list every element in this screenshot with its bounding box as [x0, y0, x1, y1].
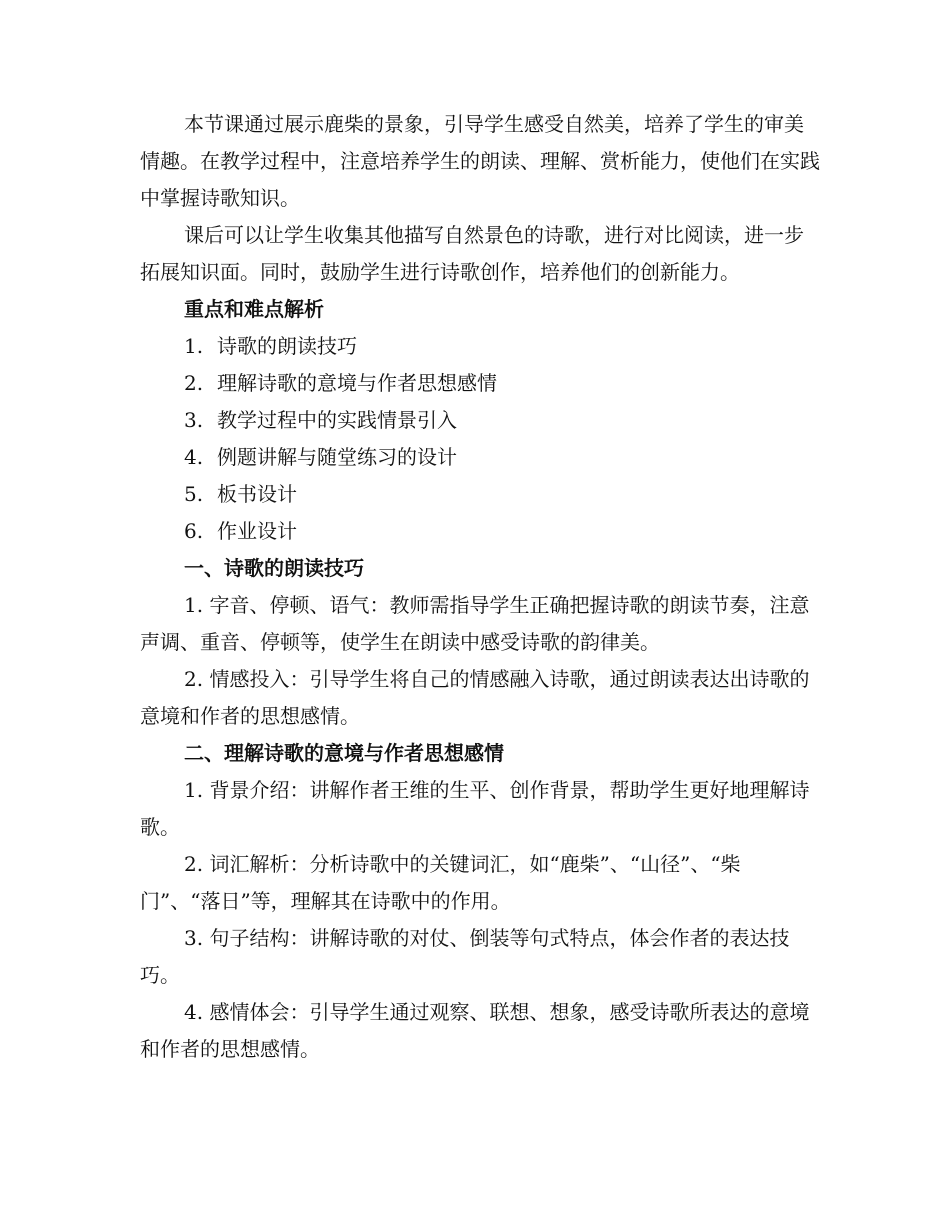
list-item: 3. 教学过程中的实践情景引入 — [184, 408, 457, 432]
list-item: 5. 板书设计 — [184, 482, 297, 506]
section-2-paragraph-3: 3. 句子结构：讲解诗歌的对仗、倒装等句式特点，体会作者的表达技巧。 — [140, 926, 790, 987]
intro-paragraph-2: 课后可以让学生收集其他描写自然景色的诗歌，进行对比阅读，进一步拓展知识面。同时，鼓励学生进行诗歌创作，培养他们的创新能力。 — [140, 223, 804, 284]
list-item: 4. 例题讲解与随堂练习的设计 — [184, 445, 457, 469]
section-1-paragraph-1: 1. 字音、停顿、语气：教师需指导学生正确把握诗歌的朗读节奏，注意声调、重音、停顿等，使学生在朗读中感受诗歌的韵律美。 — [140, 593, 810, 654]
document-page — [140, 106, 820, 1068]
section-1-paragraph-2: 2. 情感投入：引导学生将自己的情感融入诗歌，通过朗读表达出诗歌的意境和作者的思想感情。 — [140, 667, 810, 728]
list-item: 1. 诗歌的朗读技巧 — [184, 334, 357, 358]
list-item: 6. 作业设计 — [184, 519, 297, 543]
key-points-list — [140, 328, 820, 550]
intro-paragraph-1: 本节课通过展示鹿柴的景象，引导学生感受自然美，培养了学生的审美情趣。在教学过程中，注意培养学生的朗读、理解、赏析能力，使他们在实践中掌握诗歌知识。 — [140, 112, 820, 210]
list-item: 2. 理解诗歌的意境与作者思想感情 — [184, 371, 497, 395]
section-2-paragraph-2: 2. 词汇解析：分析诗歌中的关键词汇，如“鹿柴”、“山径”、“柴门”、“落日”等，理解其在诗歌中的作用。 — [140, 852, 741, 913]
section-1-heading: 一、诗歌的朗读技巧 — [184, 556, 364, 580]
section-2-paragraph-1: 1. 背景介绍：讲解作者王维的生平、创作背景，帮助学生更好地理解诗歌。 — [140, 778, 810, 839]
section-2-paragraph-4: 4. 感情体会：引导学生通过观察、联想、想象，感受诗歌所表达的意境和作者的思想感情。 — [140, 1000, 810, 1061]
section-2-heading: 二、理解诗歌的意境与作者思想感情 — [184, 741, 504, 765]
key-points-heading: 重点和难点解析 — [184, 297, 324, 321]
